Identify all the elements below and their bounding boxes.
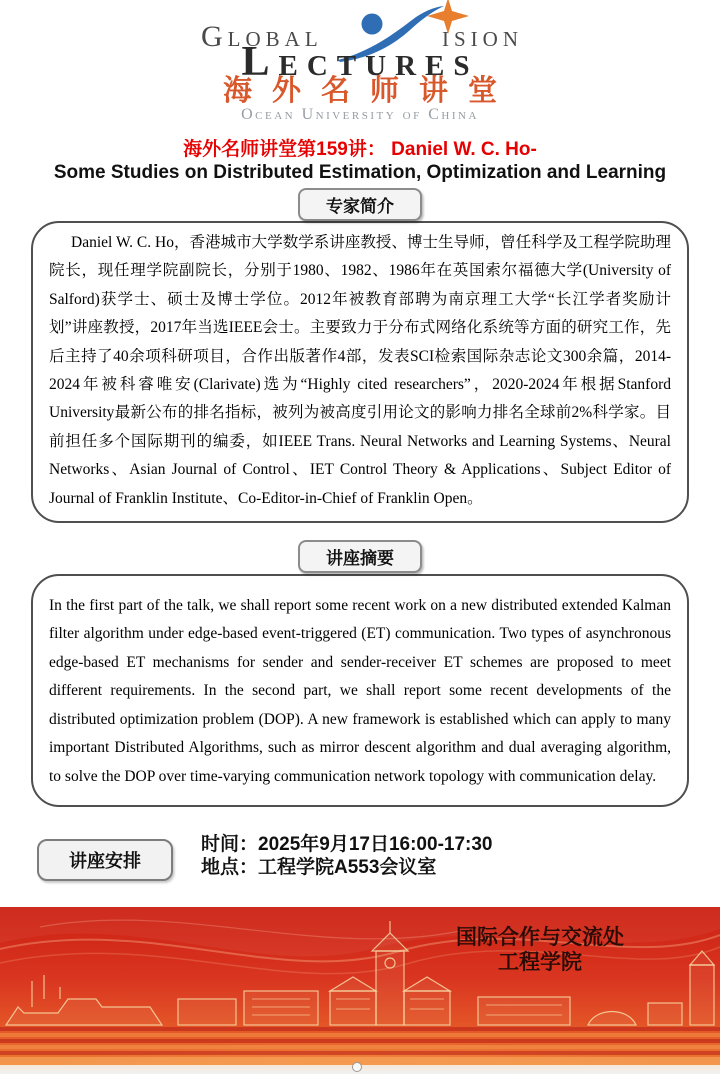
bottom-strip	[0, 1065, 720, 1074]
logo-university-name: Ocean University of China	[241, 106, 479, 123]
footer-banner	[0, 907, 720, 1065]
schedule-place: 地点：工程学院A553会议室	[201, 856, 437, 878]
logo-word-global: Global	[201, 20, 323, 53]
organizer-line1: 国际合作与交流处	[456, 925, 624, 949]
organizer-line2: 工程学院	[498, 950, 582, 974]
schedule-section	[37, 833, 720, 881]
schedule-details	[201, 833, 493, 879]
schedule-time: 时间：2025年9月17日16:00-17:30	[201, 833, 493, 855]
expert-profile-text: Daniel W. C. Ho，香港城市大学数学系讲座教授、博士生导师，曾任科学及工程学院助理院长，现任理学院副院长，分别于1980、1982、1986年在英国索尔福德大学(University of Salford)获学士、硕士及博士学位。2012年被教育部聘为南京理工大学“长江学者奖励计划”讲座教授，2017年当选IEEE会士。主要致力于分布式网络化系统等方面的研究工作，先后主持了40余项科研项目，合作出版著作4部，发表SCI检索国际杂志论文300余篇，2014-2024年被科睿唯安(Clarivate)选为“Highly cited researchers”，2020-2024年根据Stanford University最新公布的排名指标，被列为被高度引用论文的影响力排名全球前2%科学家。目前担任多个国际期刊的编委，如IEEE Trans. Neural Networks and Learning Systems、Neural Networks、Asian Journal of Control、IET Control Theory & Applications、Subject Editor of Journal of Franklin Institute、Co-Editor-in-Chief of Franklin Open。	[49, 234, 671, 507]
lecture-abstract-text: In the first part of the talk, we shall report some recent work on a new distributed extended Kalman filter algorithm under edge-based event-triggered (ET) communication. Two types of asynchronous edge-based ET mechanisms for sender and sender-receiver ET schemes are proposed to meet different requirements. In the second part, we shall report some recent developments of the distributed optimization problem (DOP). A new framework is established which can apply to many important Distributed Algorithms, such as mirror descent algorithm and dual averaging algorithm, to solve the DOP over time-varying communication network topology with communication delay.	[49, 597, 671, 785]
schedule-badge: 讲座安排	[37, 839, 173, 881]
lecture-title	[0, 138, 720, 184]
expert-profile-box	[31, 221, 689, 523]
lecture-title-line2: Some Studies on Distributed Estimation, Optimization and Learning	[53, 162, 667, 183]
logo-word-lectures: Lectures	[241, 39, 479, 85]
expert-profile-badge: 专家简介	[298, 188, 422, 221]
lecture-abstract-badge: 讲座摘要	[298, 540, 422, 573]
lecture-title-line1: 海外名师讲堂第159讲： Daniel W. C. Ho-	[183, 139, 537, 160]
lecture-abstract-box	[31, 574, 689, 807]
logo-chinese-seal-title: 海外名师讲堂	[222, 75, 517, 107]
logo-word-ision: ision	[442, 20, 523, 53]
scroll-handle-dot[interactable]	[352, 1062, 362, 1072]
organizer-names	[400, 925, 680, 975]
lecture-series-logo	[195, 0, 525, 130]
